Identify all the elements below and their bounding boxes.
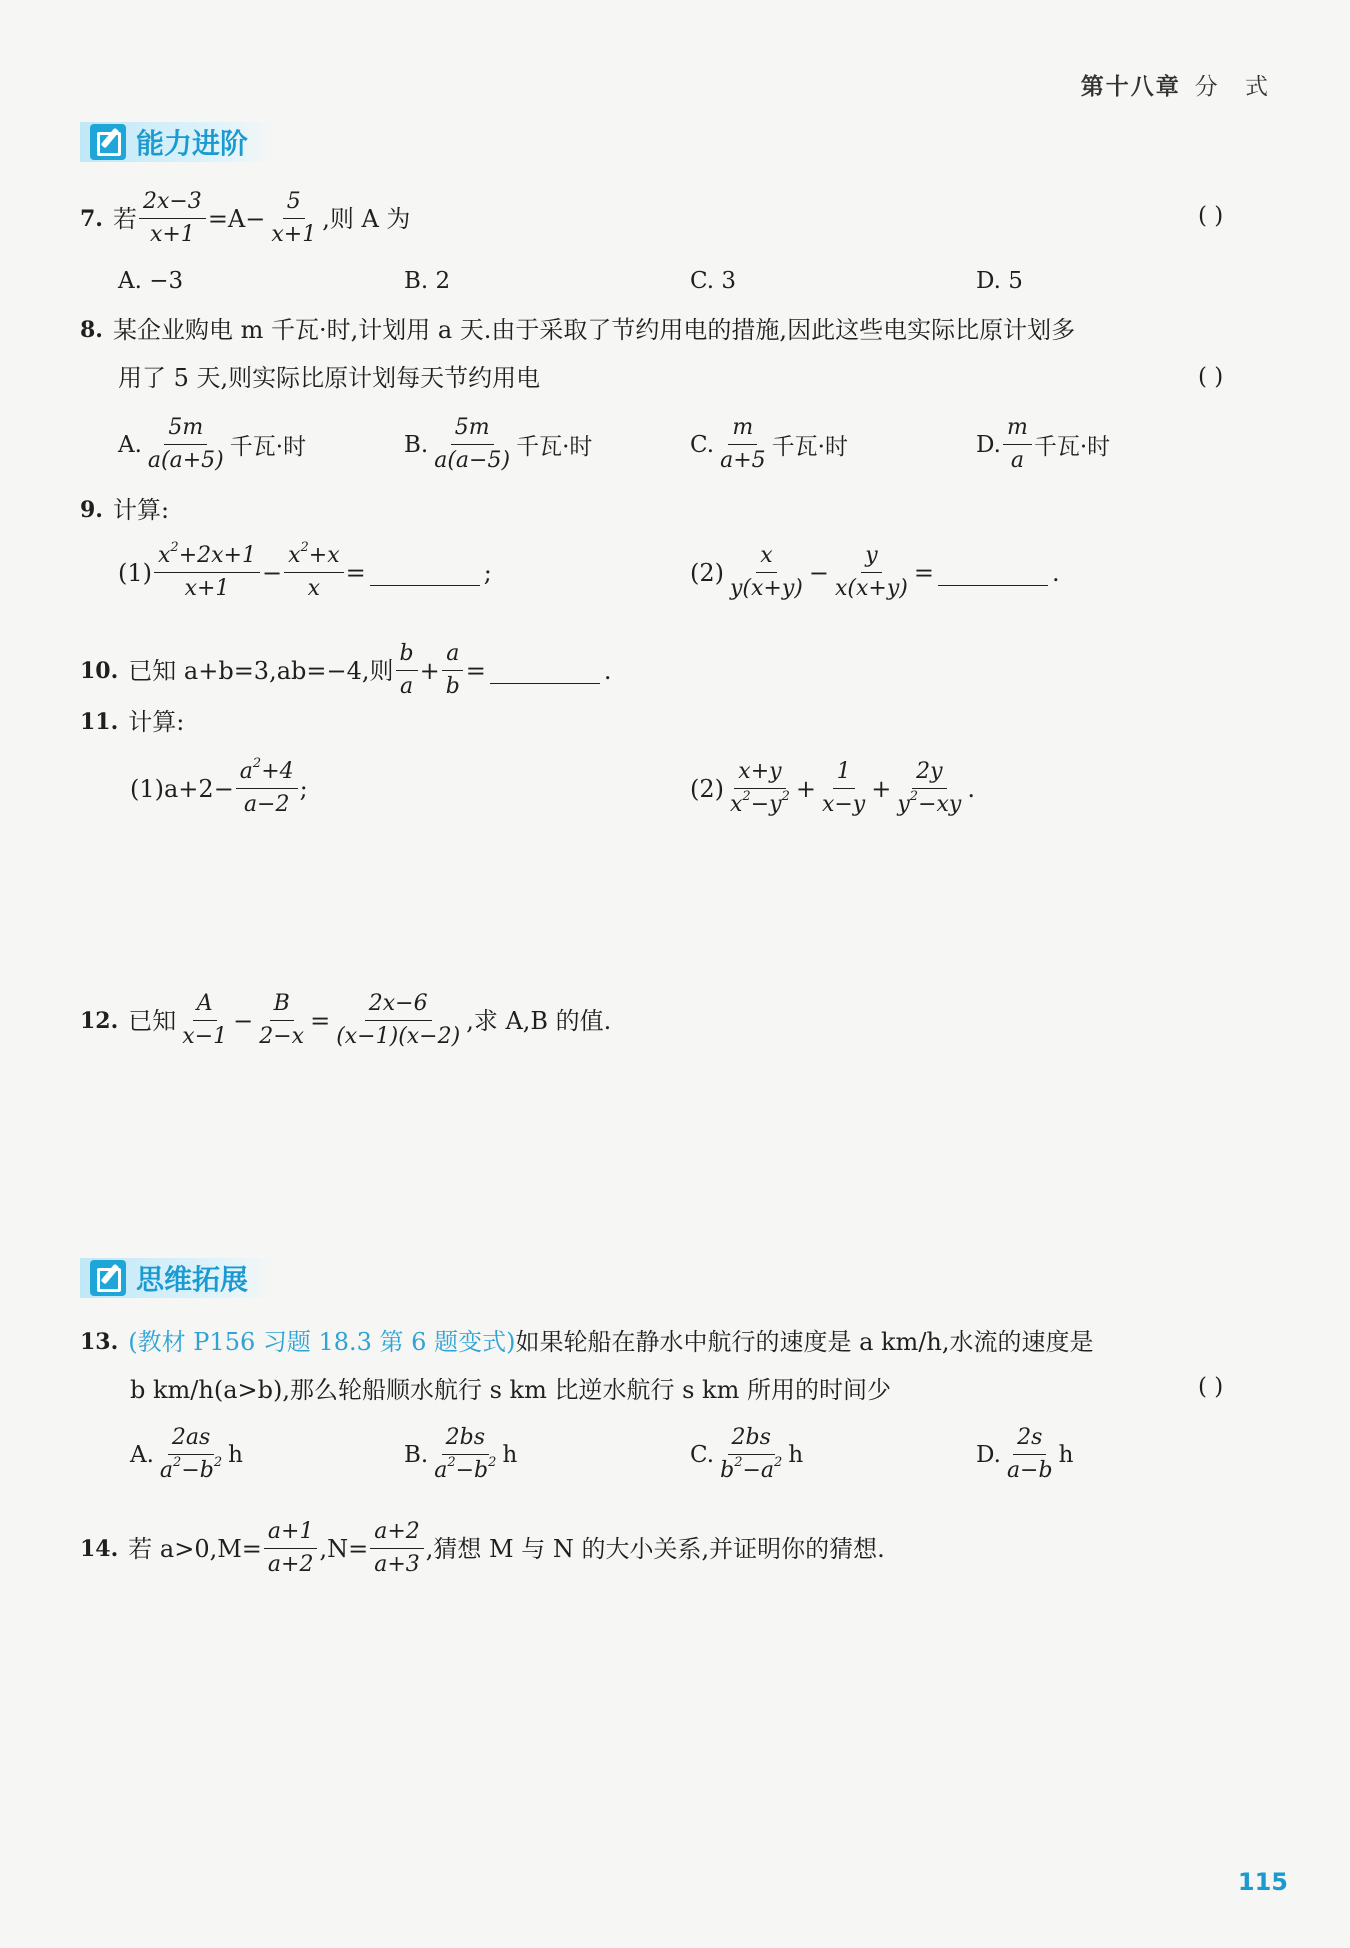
question-number: 8. [80,317,103,343]
fraction-denominator: x+1 [149,222,195,247]
question-text: ,求 A,B 的值. [466,1006,612,1035]
term: a [239,759,253,784]
exponent: 2 [170,540,179,555]
fraction-numerator: 1 [833,758,855,789]
question-text: ,N= [319,1534,369,1563]
punctuation: ; [483,558,492,587]
fraction-numerator: 2as [168,1424,214,1455]
fraction-numerator: m [1003,414,1032,445]
question-number: 9. [80,497,103,523]
chapter-header [1081,68,1278,101]
fraction-denominator: x+1 [271,222,317,247]
fraction-denominator: x [307,576,321,601]
section-header-thinking [80,1256,274,1300]
operator: − [808,558,829,587]
exponent: 2 [300,540,309,555]
term: x [288,543,301,568]
fraction-denominator: b [445,674,460,699]
option-label: D. [976,1441,1001,1468]
option-b: B. 2 [404,268,451,294]
option-c [690,1424,803,1485]
punctuation: . [603,656,612,685]
operator: + [871,774,892,803]
term: a+2− [164,774,234,803]
fraction-numerator: a+2 [370,1518,424,1549]
question-11 [80,706,184,738]
unit-text: h [502,1441,518,1468]
fraction-denominator: a+3 [374,1552,420,1577]
fraction-denominator: 2−x [259,1024,305,1049]
option-a: A. −3 [118,268,184,294]
question-text: ,猜想 M 与 N 的大小关系,并证明你的猜想. [425,1534,885,1563]
option-c: C. 3 [690,268,737,294]
fraction-denominator: x(x+y) [834,576,908,601]
page-number: 115 [1237,1868,1288,1896]
unit-text: 千瓦·时 [1033,434,1111,460]
option-label: A. [118,431,142,458]
question-text: 已知 [128,1006,177,1035]
section-title: 能力进阶 [136,127,249,160]
fraction-numerator: x+y [734,758,785,789]
question-14 [80,1518,885,1579]
answer-blank[interactable] [370,559,480,586]
punctuation: . [967,774,975,803]
unit-text: h [788,1441,804,1468]
unit-text: 千瓦·时 [516,434,593,460]
question-9-part-2 [690,542,1060,603]
fraction-numerator: B [270,990,294,1021]
pencil-icon [90,124,126,160]
fraction-denominator: a(a−5) [434,448,511,473]
question-9 [80,494,169,526]
source-note: (教材 P156 习题 18.3 第 6 题变式) [128,1328,516,1356]
fraction-denominator: x+1 [184,576,230,601]
option-label: B. [404,1441,429,1468]
exponent: 2 [447,1455,456,1470]
fraction-denominator: a+5 [720,448,766,473]
unit-text: h [1058,1441,1074,1468]
fraction-numerator: x [756,542,776,573]
fraction-numerator: a [442,640,463,671]
question-text: 计算: [128,708,185,736]
term: b [720,1458,735,1483]
option-label: B. [404,431,429,458]
operator: = [345,558,366,587]
part-label: (1) [118,558,152,587]
term: +2x+1 [178,543,256,568]
operator: + [419,656,440,685]
term: −xy [918,792,962,817]
term: +x [308,543,340,568]
answer-parentheses: ( ) [1198,1374,1224,1400]
question-number: 13. [80,1329,119,1355]
option-label: A. [130,1441,154,1468]
exponent: 2 [734,1455,743,1470]
operator: − [261,558,283,587]
fraction-denominator: a−2 [243,792,290,817]
term: x [158,543,171,568]
question-text: 用了 5 天,则实际比原计划每天节约用电 [118,364,541,392]
question-12 [80,990,611,1051]
option-d: D. 5 [976,268,1023,294]
question-number: 7. [80,205,103,232]
answer-parentheses: ( ) [1198,203,1224,229]
option-b [404,1424,517,1485]
term: −b [181,1458,214,1483]
fraction-denominator: a(a+5) [147,448,224,473]
question-number: 14. [80,1535,119,1562]
answer-blank[interactable] [490,657,600,684]
question-9-part-1 [118,542,492,603]
fraction-numerator: 2x−3 [139,188,206,219]
exponent: 2 [742,789,751,804]
fraction-numerator: 2bs [442,1424,489,1455]
operator: = [465,656,486,685]
part-label: (2) [690,558,724,587]
section-title: 思维拓展 [136,1263,249,1296]
fraction-numerator: 2x−6 [365,990,432,1021]
fraction-numerator: 5 [283,188,305,219]
punctuation: . [1051,558,1060,587]
exponent: 2 [909,789,919,804]
flag-icon [90,1260,126,1296]
fraction-numerator: A [193,990,217,1021]
unit-text: 千瓦·时 [229,434,307,460]
operator: − [233,1006,254,1035]
exponent: 2 [781,789,790,804]
term: y [897,792,910,817]
fraction-denominator: y(x+y) [730,576,803,601]
unit-text: 千瓦·时 [771,434,848,460]
fraction-numerator: 2s [1013,1424,1046,1455]
option-label: D. [976,431,1001,458]
fraction-denominator: a−b [1006,1458,1053,1483]
option-c [690,414,848,475]
fraction-numerator: 5m [164,414,207,445]
option-b [404,414,592,475]
term: −b [455,1458,489,1483]
operator: + [795,774,816,803]
question-number: 10. [80,657,119,684]
operator: = [310,1006,331,1035]
unit-text: h [228,1441,243,1468]
exponent: 2 [173,1455,182,1470]
fraction-numerator: b [396,640,418,671]
question-8 [80,314,1075,346]
fraction-denominator: a [399,674,414,699]
option-a [130,1424,243,1485]
fraction-numerator: 2bs [728,1424,775,1455]
fraction-denominator: x−1 [182,1024,228,1049]
chapter-number: 第十八章 [1080,74,1181,100]
option-label: C. [690,1441,715,1468]
question-text: 已知 a+b=3,ab=−4,则 [128,656,394,685]
fraction-denominator: x−y [821,792,866,817]
option-d [976,414,1110,475]
term: a [434,1458,448,1483]
question-11-part-2 [690,758,975,819]
question-10 [80,640,612,701]
chapter-title: 分 式 [1194,74,1278,100]
answer-blank[interactable] [938,559,1048,586]
question-text: 如果轮船在静水中航行的速度是 a km/h,水流的速度是 [515,1328,1094,1356]
fraction-numerator: 2y [912,758,946,789]
fraction-numerator: 5m [451,414,494,445]
part-label: (1) [130,774,164,803]
option-a [118,414,306,475]
option-d [976,1424,1073,1485]
fraction-numerator: a+1 [264,1518,318,1549]
question-text: b km/h(a>b),那么轮船顺水航行 s km 比逆水航行 s km 所用的时间少 [130,1376,891,1404]
fraction-denominator: a [1010,448,1024,473]
question-text: =A− [207,204,266,233]
question-text: ,则 A 为 [322,204,411,233]
fraction-denominator: (x−1)(x−2) [336,1024,461,1049]
punctuation: ; [299,774,308,803]
term: −y [750,792,782,817]
question-text: 若 [112,204,137,233]
question-13 [80,1326,1094,1358]
question-7 [80,188,410,249]
option-label: C. [690,431,715,458]
question-number: 11. [80,709,119,735]
question-text: 某企业购电 m 千瓦·时,计划用 a 天.由于采取了节约用电的措施,因此这些电实际比原计划多 [112,316,1076,344]
operator: = [913,558,934,587]
part-label: (2) [690,774,724,803]
question-11-part-1 [130,758,308,819]
answer-parentheses: ( ) [1198,364,1224,390]
section-header-ability [80,120,274,164]
term: x [730,792,743,817]
exponent: 2 [213,1455,223,1470]
term: +4 [261,759,294,784]
exponent: 2 [488,1455,497,1470]
fraction-numerator: m [728,414,757,445]
exponent: 2 [774,1455,783,1470]
question-text: 若 a>0,M= [128,1534,262,1563]
exponent: 2 [252,756,262,771]
term: a [159,1458,174,1483]
term: −a [742,1458,775,1483]
fraction-numerator: y [861,542,881,573]
fraction-denominator: a+2 [267,1552,314,1577]
question-number: 12. [80,1007,119,1034]
question-text: 计算: [112,496,170,524]
